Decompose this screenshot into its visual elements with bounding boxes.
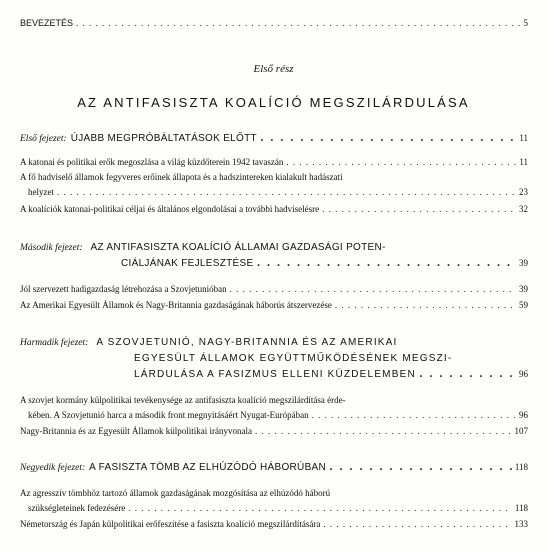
dot-leader [323, 519, 511, 529]
dot-leader [57, 187, 516, 197]
page-number: 96 [519, 410, 528, 420]
entry-text: helyzet [28, 187, 54, 197]
page-number: 39 [519, 284, 528, 294]
dot-leader [230, 284, 516, 294]
entry-text: A katonai és politikai erők megoszlása a világ küzdőterein 1942 tavaszán [20, 157, 284, 167]
dot-leader [128, 503, 512, 513]
chapter-title: A SZOVJETUNIÓ, NAGY-BRITANNIA ÉS AZ AMERIKAI [96, 337, 398, 348]
toc-entry[interactable] [20, 204, 528, 214]
page-number: 32 [519, 204, 528, 214]
chapter-title: ÚJABB MEGPRÓBÁLTATÁSOK ELŐTT [70, 133, 257, 144]
dot-leader [76, 18, 520, 28]
chapter-label: Második fejezet: [20, 243, 83, 253]
toc-entry-line: A szovjet kormány külpolitikai tevékenysége az antifasiszta koalíció megszilárdítása érde- [20, 395, 346, 405]
toc-entry-intro[interactable] [20, 18, 528, 28]
toc-entry[interactable] [20, 426, 528, 436]
intro-title: BEVEZETÉS [20, 18, 74, 28]
dot-leader [329, 457, 512, 475]
page-number: 118 [514, 503, 528, 513]
entry-text: Jól szervezett hadigazdaság létrehozása a Szovjetunióban [20, 284, 227, 294]
chapter-label: Negyedik fejezet: [20, 463, 86, 473]
dot-leader [256, 253, 516, 271]
chapter-title-line: EGYESÜLT ÁLLAMOK EGYÜTTMŰKÖDÉSÉNEK MEGSZI- [134, 353, 453, 364]
toc-entry[interactable] [28, 410, 528, 420]
dot-leader [322, 204, 516, 214]
dot-leader [335, 300, 516, 310]
page-number: 23 [519, 187, 528, 197]
entry-text: Nagy-Britannia és az Egyesült Államok külpolitikai irányvonala [20, 426, 252, 436]
chapter-label: Első fejezet: [20, 134, 67, 144]
dot-leader [312, 410, 516, 420]
chapter-heading[interactable] [20, 128, 528, 146]
page-number: 133 [514, 519, 528, 529]
dot-leader [255, 426, 512, 436]
chapter-title-continued: CIÁLJÁNAK FEJLESZTÉSE [121, 258, 254, 269]
page-number: 5 [523, 18, 528, 28]
toc-entry[interactable] [20, 284, 528, 294]
toc-entry-line: A fő hadviselő államok fegyveres erőinek állapota és a hadszintereken kialakult hadászati [20, 172, 343, 182]
chapter-heading[interactable] [121, 253, 528, 271]
chapter-label: Harmadik fejezet: [20, 338, 89, 348]
entry-text: szükségleteinek fedezésére [28, 503, 126, 513]
entry-text: kében. A Szovjetunió harca a második front megnyitásáért Nyugat-Európában [28, 410, 309, 420]
chapter-title: AZ ANTIFASISZTA KOALÍCIÓ ÁLLAMAI GAZDASÁGI POTEN- [90, 242, 386, 253]
toc-entry[interactable] [20, 157, 528, 167]
part-title: AZ ANTIFASISZTA KOALÍCIÓ MEGSZILÁRDULÁSA [77, 95, 470, 110]
entry-text: Az Amerikai Egyesült Államok és Nagy-Britannia gazdaságának háborús átszervezése [20, 300, 332, 310]
page-number: 107 [514, 426, 528, 436]
entry-text: Németország és Japán külpolitikai erőfeszítése a fasiszta koalíció megszilárdítására [20, 519, 321, 529]
dot-leader [286, 157, 516, 167]
page-number: 39 [519, 258, 528, 268]
entry-text: A koalíciók katonai-politikai céljai és általános elgondolásai a további hadviselésre [20, 204, 320, 214]
chapter-heading[interactable] [20, 457, 528, 475]
chapter-heading[interactable] [134, 364, 528, 382]
dot-leader [260, 128, 516, 146]
page-number: 118 [514, 462, 528, 472]
page-number: 11 [519, 133, 528, 143]
part-label: Első rész [253, 63, 294, 75]
dot-leader [419, 364, 516, 382]
page-number: 59 [519, 300, 528, 310]
chapter-title-line: LÁRDULÁSA A FASIZMUS ELLENI KÜZDELEMBEN [134, 369, 416, 380]
toc-entry[interactable] [20, 300, 528, 310]
toc-entry[interactable] [28, 503, 528, 513]
toc-entry-line: Az agresszív tömbhöz tartozó államok gazdaságának mozgósítása az elhúzódó háború [20, 488, 331, 498]
toc-entry[interactable] [28, 187, 528, 197]
chapter-title: A FASISZTA TÖMB AZ ELHÚZÓDÓ HÁBORÚBAN [89, 462, 327, 473]
toc-entry[interactable] [20, 519, 528, 529]
page-number: 11 [519, 157, 528, 167]
page-number: 96 [519, 369, 528, 379]
